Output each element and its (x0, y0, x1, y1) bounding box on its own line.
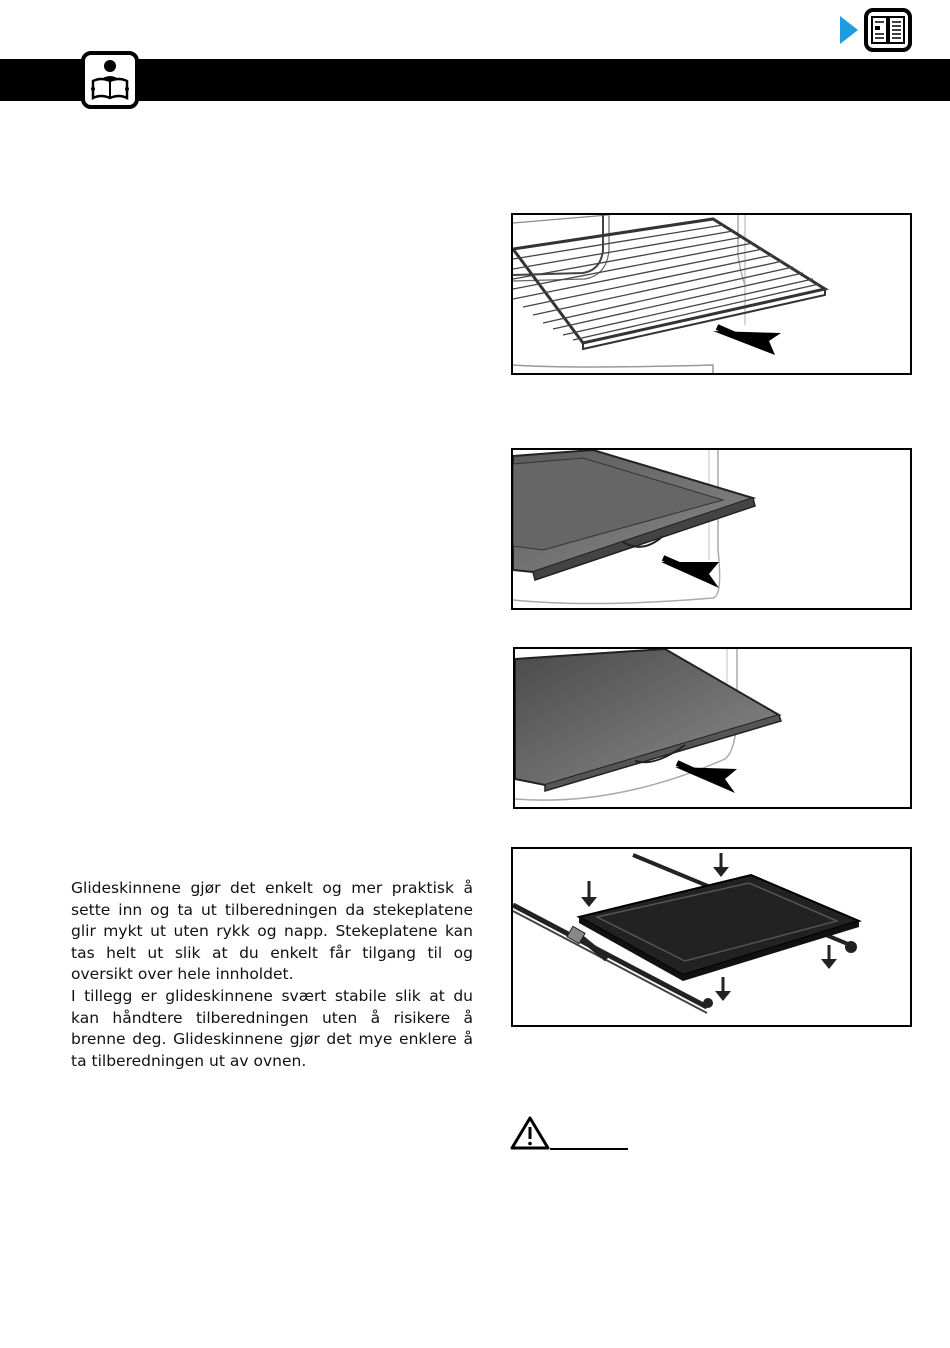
paragraph-rails-convenience: Glideskinnene gjør det enkelt og mer praktisk å sette inn og ta ut tilberedningen da stekeplatene glir mykt ut uten rykk og napp. Stekeplatene kan tas helt ut slik at du enkelt får tilgang til og oversikt over hele innholdet. (71, 879, 473, 984)
manual-book-icon[interactable] (864, 8, 912, 52)
flat-tray-insertion-illustration (513, 647, 912, 809)
paragraph-rails-stability: I tillegg er glideskinnene svært stabile slik at du kan håndtere tilberedningen uten å risikere å brenne deg. Glideskinnene gjør det mye enklere å ta tilberedningen ut av ovnen. (71, 986, 473, 1070)
header-bar (0, 59, 950, 101)
triangle-right-icon[interactable] (838, 14, 860, 46)
body-text (71, 878, 473, 1072)
deep-tray-insertion-illustration (511, 448, 912, 610)
tray-on-telescopic-rails-illustration (511, 847, 912, 1027)
person-reading-book-icon (81, 51, 139, 109)
warning-triangle-icon (510, 1114, 630, 1154)
wire-rack-insertion-illustration (511, 213, 912, 375)
